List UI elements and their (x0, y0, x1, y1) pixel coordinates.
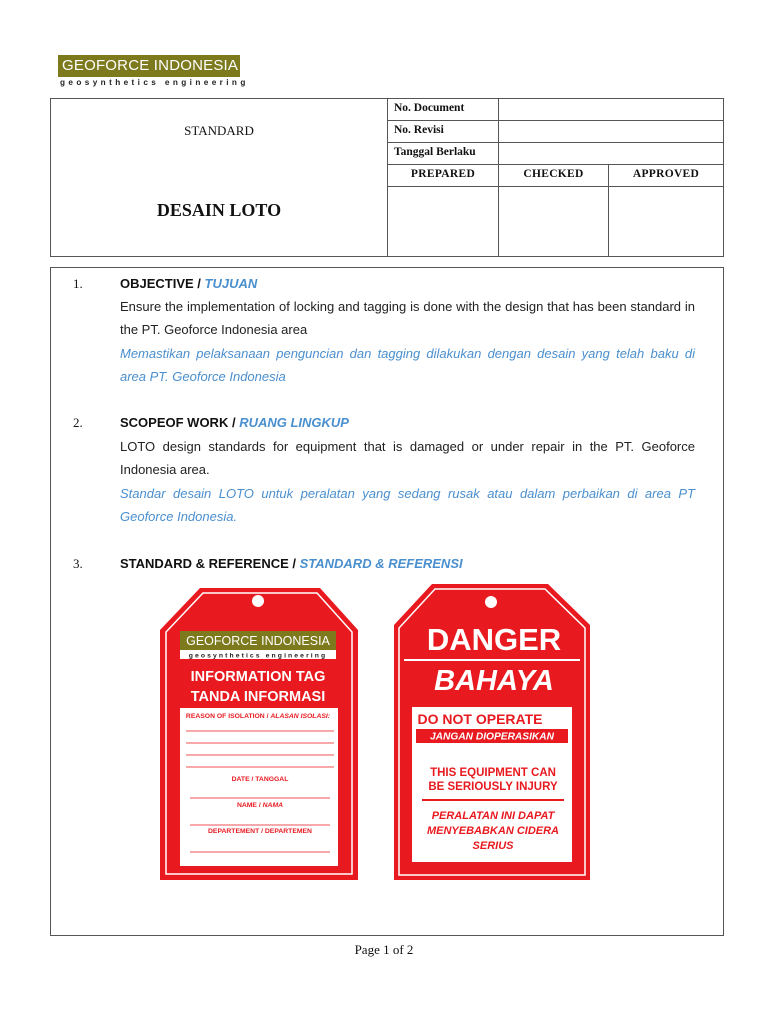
danger-tag-do-not-operate: DO NOT OPERATE (417, 711, 543, 727)
danger-tag-warning-en-line1: THIS EQUIPMENT CAN (430, 767, 556, 779)
section-3-heading-en: STANDARD & REFERENCE (120, 556, 289, 571)
section-3-heading: STANDARD & REFERENCE / STANDARD & REFERENSI (120, 556, 463, 571)
information-tag-name-en: NAME / (236, 802, 263, 809)
document-title: DESAIN LOTO (156, 200, 282, 220)
section-3-heading-id: STANDARD & REFERENSI (299, 556, 463, 571)
signoff-approved-label: APPROVED (632, 168, 700, 180)
danger-tag-warning-id-line2: MENYEBABKAN CIDERA (426, 825, 560, 837)
information-tag-date-label: DATE / TANGGAL (231, 776, 289, 783)
information-tag-logo-tagline: geosynthetics engineering (188, 652, 328, 660)
information-tag-reason-label (186, 713, 330, 720)
danger-tag-hole (485, 596, 497, 608)
danger-tag-warning-id-line1: PERALATAN INI DAPAT (431, 810, 555, 822)
danger-tag-title-id: BAHAYA (434, 665, 554, 697)
section-2-number: 2. (73, 415, 83, 430)
section-1-heading-en: OBJECTIVE (120, 276, 194, 291)
information-tag-form-panel (180, 708, 338, 866)
signoff-checked-label: CHECKED (523, 168, 584, 180)
information-tag-title-en: INFORMATION TAG (190, 669, 326, 685)
danger-tag-warning-en-line2: BE SERIOUSLY INJURY (428, 781, 558, 793)
section-1-text-id: Memastikan pelaksanaan penguncian dan tagging dilakukan dengan desain yang telah baku di area PT. Geoforce Indonesia (120, 346, 695, 384)
logo-name: GEOFORCE INDONESIA (58, 55, 240, 77)
section-2-text-id: Standar desain LOTO untuk peralatan yang sedang rusak atau dalam perbaikan di area PT Geoforce Indonesia. (120, 486, 695, 524)
page-number: Page 1 of 2 (354, 942, 414, 957)
section-1-number: 1. (73, 276, 83, 291)
information-tag-logo-name: GEOFORCE INDONESIA (186, 634, 330, 648)
logo-tagline: geosynthetics engineering (60, 78, 249, 87)
danger-tag (394, 584, 590, 880)
information-tag-name-id: NAMA (262, 802, 284, 809)
meta-label-revision: No. Revisi (394, 124, 444, 136)
meta-label-document: No. Document (394, 102, 465, 114)
danger-tag-do-not-operate-id: JANGAN DIOPERASIKAN (430, 731, 554, 743)
information-tag-hole (252, 595, 264, 607)
meta-label-effective-date: Tanggal Berlaku (394, 146, 476, 158)
document-type: STANDARD (184, 123, 254, 138)
information-tag-title-id: TANDA INFORMASI (190, 689, 326, 705)
section-2-text-en: LOTO design standards for equipment that is damaged or under repair in the PT. Geoforce Indonesia area. (120, 439, 695, 477)
section-2-heading-en: SCOPEOF WORK (120, 415, 229, 430)
section-2-heading: SCOPEOF WORK / RUANG LINGKUP (120, 415, 349, 430)
danger-tag-warning-id-line3: SERIUS (472, 840, 514, 852)
section-1-heading: OBJECTIVE / TUJUAN (120, 276, 258, 291)
information-tag-dept-label: DEPARTEMENT / DEPARTEMEN (208, 828, 312, 835)
signoff-prepared-label: PREPARED (410, 168, 476, 180)
section-1-text-en: Ensure the implementation of locking and tagging is done with the design that has been standard in the PT. Geoforce Indonesia area (120, 299, 695, 337)
information-tag-reason-id: ALASAN ISOLASI: (270, 713, 331, 720)
section-2-heading-id: RUANG LINGKUP (239, 415, 349, 430)
section-3-number: 3. (73, 556, 83, 571)
information-tag (160, 588, 358, 880)
danger-tag-title-en: DANGER (426, 622, 562, 657)
information-tag-reason-en: REASON OF ISOLATION / (185, 713, 271, 720)
information-tag-name-label (237, 802, 283, 809)
section-1-heading-id: TUJUAN (204, 276, 258, 291)
